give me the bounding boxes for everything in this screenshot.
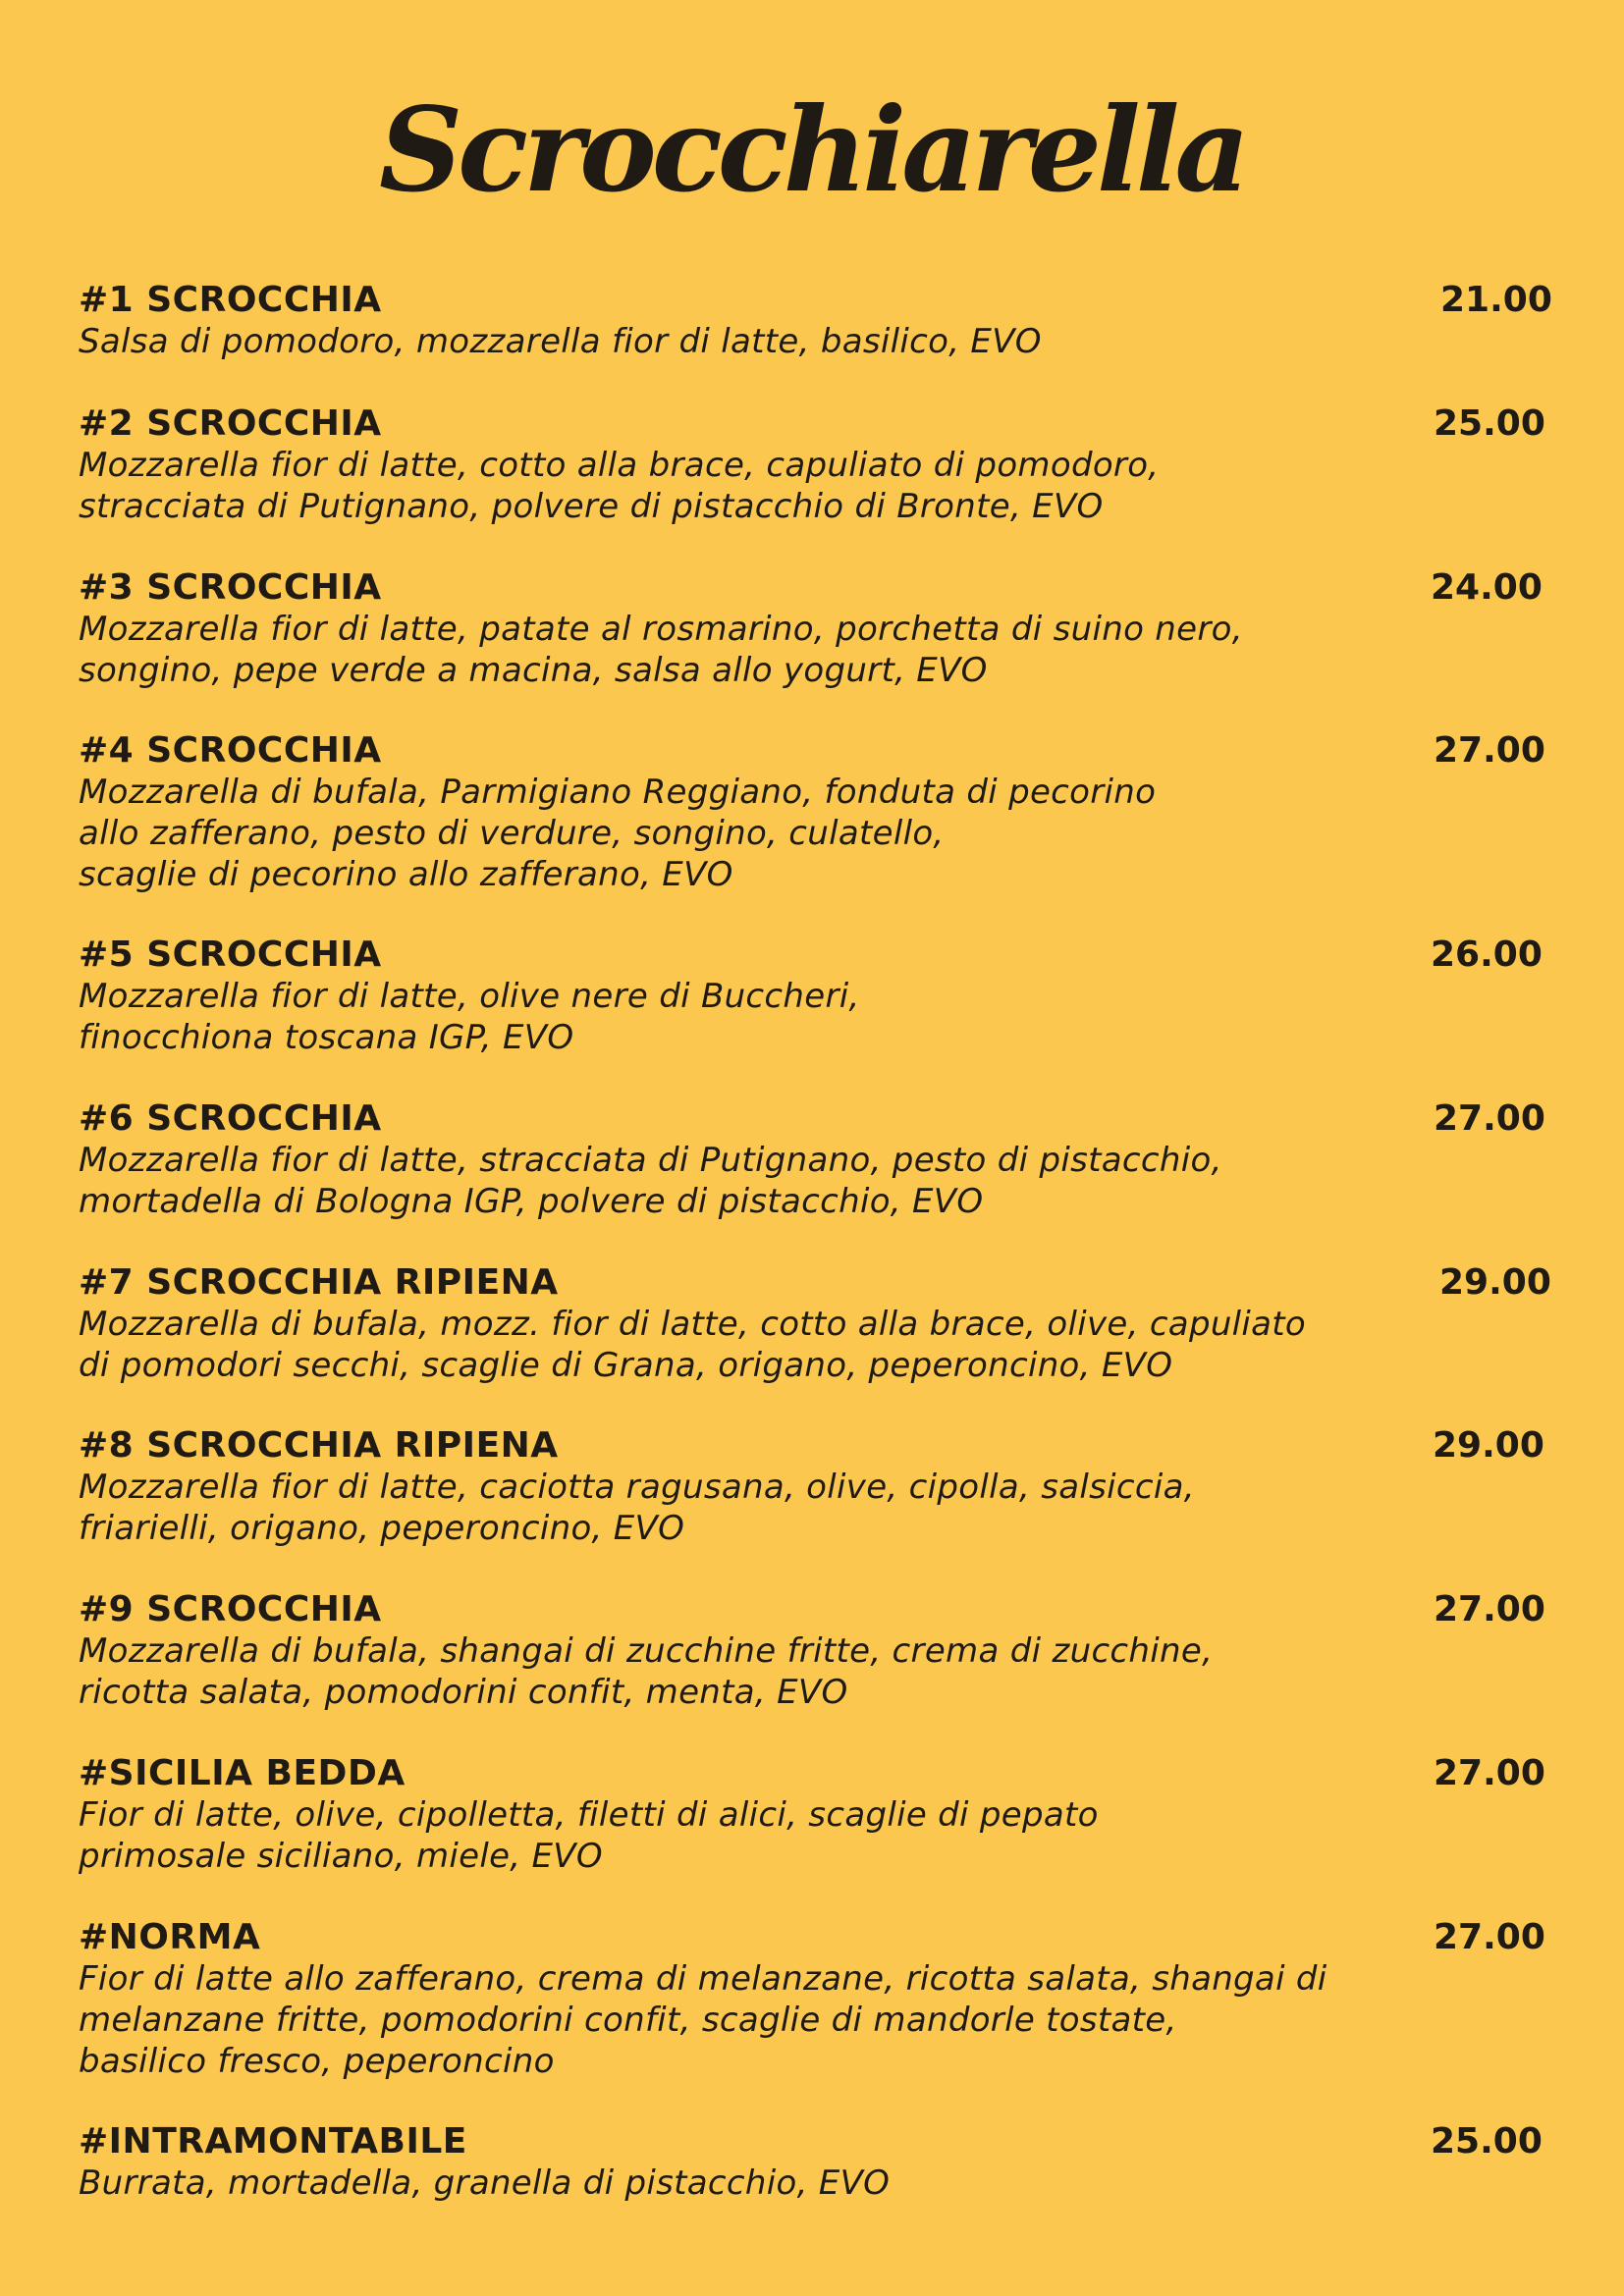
menu-item bbox=[79, 1589, 1551, 1713]
menu-item-name: #5 SCROCCHIA bbox=[79, 934, 382, 975]
menu-item-name: #4 SCROCCHIA bbox=[79, 730, 382, 771]
menu-item-name: #2 SCROCCHIA bbox=[79, 403, 382, 444]
menu-item-price: 27.00 bbox=[1434, 1589, 1545, 1629]
menu-item-price: 21.00 bbox=[1440, 280, 1552, 320]
menu-item-description bbox=[79, 2163, 1551, 2204]
description-line: Mozzarella di bufala, Parmigiano Reggiano, fonduta di pecorino bbox=[79, 773, 1157, 812]
description-line: ricotta salata, pomodorini confit, menta, EVO bbox=[79, 1673, 848, 1712]
description-line: allo zafferano, pesto di verdure, songino, culatello, bbox=[79, 814, 945, 853]
menu-item-description bbox=[79, 1630, 1551, 1713]
menu-item-header bbox=[79, 2121, 1551, 2163]
menu-item-header bbox=[79, 1425, 1551, 1467]
menu-item-description bbox=[79, 321, 1551, 362]
menu-item-price: 27.00 bbox=[1434, 1098, 1545, 1139]
menu-item-description bbox=[79, 1140, 1551, 1222]
menu-item bbox=[79, 2121, 1551, 2204]
menu-item bbox=[79, 934, 1551, 1058]
menu-item-header bbox=[79, 280, 1551, 321]
menu-item-description bbox=[79, 976, 1551, 1058]
menu-item-description bbox=[79, 772, 1551, 895]
menu-item-name: #6 SCROCCHIA bbox=[79, 1098, 382, 1139]
description-line: Mozzarella fior di latte, patate al rosmarino, porchetta di suino nero, bbox=[79, 610, 1243, 649]
menu-item-price: 27.00 bbox=[1434, 730, 1545, 771]
menu-item bbox=[79, 567, 1551, 691]
description-line: Mozzarella fior di latte, olive nere di Buccheri, bbox=[79, 977, 860, 1016]
menu-item-header bbox=[79, 1098, 1551, 1140]
menu-item-description bbox=[79, 609, 1551, 691]
menu-item-name: #NORMA bbox=[79, 1917, 261, 1957]
menu-item-description bbox=[79, 1958, 1551, 2082]
description-line: Mozzarella fior di latte, stracciata di Putignano, pesto di pistacchio, bbox=[79, 1141, 1222, 1180]
menu-title: Scrocchiarella bbox=[378, 81, 1246, 218]
menu-item-name: #INTRAMONTABILE bbox=[79, 2121, 467, 2162]
menu-item-price: 24.00 bbox=[1431, 567, 1543, 608]
description-line: Fior di latte, olive, cipolletta, filetti di alici, scaglie di pepato bbox=[79, 1795, 1099, 1835]
description-line: Mozzarella di bufala, shangai di zucchine fritte, crema di zucchine, bbox=[79, 1631, 1214, 1671]
menu-item-header bbox=[79, 934, 1551, 976]
description-line: primosale siciliano, miele, EVO bbox=[79, 1837, 603, 1876]
menu-item-price: 25.00 bbox=[1431, 2121, 1543, 2162]
description-line: songino, pepe verde a macina, salsa allo yogurt, EVO bbox=[79, 651, 988, 690]
description-line: mortadella di Bologna IGP, polvere di pistacchio, EVO bbox=[79, 1182, 984, 1221]
description-line: scaglie di pecorino allo zafferano, EVO bbox=[79, 855, 733, 894]
description-line: Mozzarella fior di latte, caciotta ragusana, olive, cipolla, salsiccia, bbox=[79, 1468, 1195, 1507]
menu-item-name: #SICILIA BEDDA bbox=[79, 1753, 406, 1793]
description-line: Mozzarella di bufala, mozz. fior di latte, cotto alla brace, olive, capuliato bbox=[79, 1305, 1307, 1344]
menu-item-header bbox=[79, 567, 1551, 609]
menu-item-description bbox=[79, 445, 1551, 527]
menu-item-header bbox=[79, 1262, 1551, 1304]
menu-item-description bbox=[79, 1794, 1551, 1877]
description-line: finocchiona toscana IGP, EVO bbox=[79, 1018, 574, 1057]
menu-item-price: 29.00 bbox=[1433, 1425, 1544, 1466]
menu-item-header bbox=[79, 1589, 1551, 1630]
menu-item bbox=[79, 730, 1551, 895]
menu-item bbox=[79, 1262, 1551, 1386]
menu-item-price: 25.00 bbox=[1434, 403, 1545, 444]
description-line: Fior di latte allo zafferano, crema di melanzane, ricotta salata, shangai di bbox=[79, 1959, 1327, 1999]
menu-item-header bbox=[79, 403, 1551, 445]
menu-item-name: #9 SCROCCHIA bbox=[79, 1589, 382, 1629]
description-line: friarielli, origano, peperoncino, EVO bbox=[79, 1509, 685, 1548]
menu-item-name: #7 SCROCCHIA RIPIENA bbox=[79, 1262, 559, 1303]
description-line: Burrata, mortadella, granella di pistacchio, EVO bbox=[79, 2163, 891, 2203]
description-line: Mozzarella fior di latte, cotto alla brace, capuliato di pomodoro, bbox=[79, 446, 1160, 485]
menu-item-price: 26.00 bbox=[1431, 934, 1543, 975]
menu-item-name: #1 SCROCCHIA bbox=[79, 280, 382, 320]
description-line: stracciata di Putignano, polvere di pistacchio di Bronte, EVO bbox=[79, 487, 1104, 526]
menu-item-header bbox=[79, 1753, 1551, 1794]
menu-item bbox=[79, 1425, 1551, 1549]
description-line: Salsa di pomodoro, mozzarella fior di latte, basilico, EVO bbox=[79, 322, 1042, 361]
menu-item-header bbox=[79, 730, 1551, 772]
menu-item-name: #3 SCROCCHIA bbox=[79, 567, 382, 608]
menu-item-header bbox=[79, 1917, 1551, 1958]
menu-item-name: #8 SCROCCHIA RIPIENA bbox=[79, 1425, 559, 1466]
menu-item bbox=[79, 403, 1551, 527]
description-line: melanzane fritte, pomodorini confit, scaglie di mandorle tostate, bbox=[79, 2001, 1177, 2040]
menu-item bbox=[79, 1917, 1551, 2082]
menu-item bbox=[79, 1753, 1551, 1877]
description-line: di pomodori secchi, scaglie di Grana, origano, peperoncino, EVO bbox=[79, 1346, 1173, 1385]
menu-item-price: 27.00 bbox=[1434, 1917, 1545, 1957]
menu-item-price: 29.00 bbox=[1439, 1262, 1551, 1303]
description-line: basilico fresco, peperoncino bbox=[79, 2042, 555, 2081]
menu-item bbox=[79, 1098, 1551, 1222]
menu-item-description bbox=[79, 1467, 1551, 1549]
menu-item bbox=[79, 280, 1551, 362]
menu-item-description bbox=[79, 1304, 1551, 1386]
menu-item-price: 27.00 bbox=[1434, 1753, 1545, 1793]
